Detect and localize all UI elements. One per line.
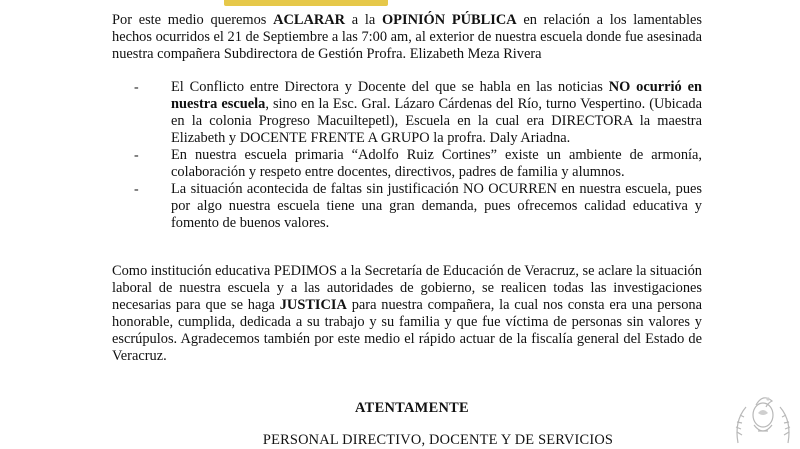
list-item	[112, 147, 702, 181]
personal-signature-line: PERSONAL DIRECTIVO, DOCENTE Y DE SERVICIOS	[262, 432, 614, 448]
closing-text-2: para nuestra compañera, la cual nos consta era una persona honorable, cumplida, dedicada a su trabajo y su familia y que fue víctima de personas sin valores y escrúpulos. Agradecemos también por este medio el rápido actuar de la fiscalía general del Estado de Veracruz.	[112, 297, 702, 364]
intro-paragraph	[112, 12, 702, 63]
dash-marker: -	[134, 148, 139, 163]
letter-page	[112, 0, 712, 448]
item3-text: La situación acontecida de faltas sin justificación NO OCURREN en nuestra escuela, pues por algo nuestra escuela tiene una gran demanda, pues ofrecemos calidad educativa y fomento de buenos valores.	[171, 181, 702, 231]
item1-bold: NO ocurrió en nuestra escuela	[171, 79, 702, 112]
item1-text-1: El Conflicto entre Directora y Docente del que se habla en las noticias	[171, 79, 609, 95]
item1-text-2: , sino en la Esc. Gral. Lázaro Cárdenas del Río, turno Vespertino. (Ubicada en la colonia Progreso Macuiltepetl), Escuela en la cual era DIRECTORA la maestra Elizabeth y DOCENTE FRENTE A GRUPO la profra. Daly Ariadna.	[171, 96, 702, 146]
list-item	[112, 79, 702, 147]
intro-bold-aclarar: ACLARAR	[273, 12, 346, 28]
mexico-coat-of-arms-seal-icon	[728, 385, 798, 445]
intro-text-1: Por este medio queremos	[112, 12, 274, 28]
dash-marker: -	[134, 182, 139, 197]
dash-marker: -	[134, 80, 139, 95]
closing-text-1: Como institución educativa PEDIMOS a la Secretaría de Educación de Veracruz, se aclare la situación laboral de nuestra escuela y a las autoridades de gobierno, se realicen todas las investigaciones necesarias para que se haga	[112, 263, 702, 313]
closing-bold-justicia: JUSTICIA	[279, 297, 347, 313]
intro-text-3: en relación a los lamentables hechos ocurridos el 21 de Septiembre a las 7:00 am, al exterior de nuestra escuela donde fue asesinada nuestra compañera Subdirectora de Gestión Profra. Elizabeth Meza Rivera	[112, 12, 702, 62]
intro-text-2: a la	[345, 12, 382, 28]
list-item	[112, 181, 702, 232]
intro-bold-opinion: OPINIÓN PÚBLICA	[381, 12, 517, 28]
atentamente-heading: ATENTAMENTE	[355, 400, 469, 416]
item2-text: En nuestra escuela primaria “Adolfo Ruiz Cortines” existe un ambiente de armonía, colaboración y respeto entre docentes, directivos, padres de familia y alumnos.	[171, 147, 702, 180]
closing-paragraph	[112, 263, 702, 365]
clarification-list	[112, 79, 712, 232]
